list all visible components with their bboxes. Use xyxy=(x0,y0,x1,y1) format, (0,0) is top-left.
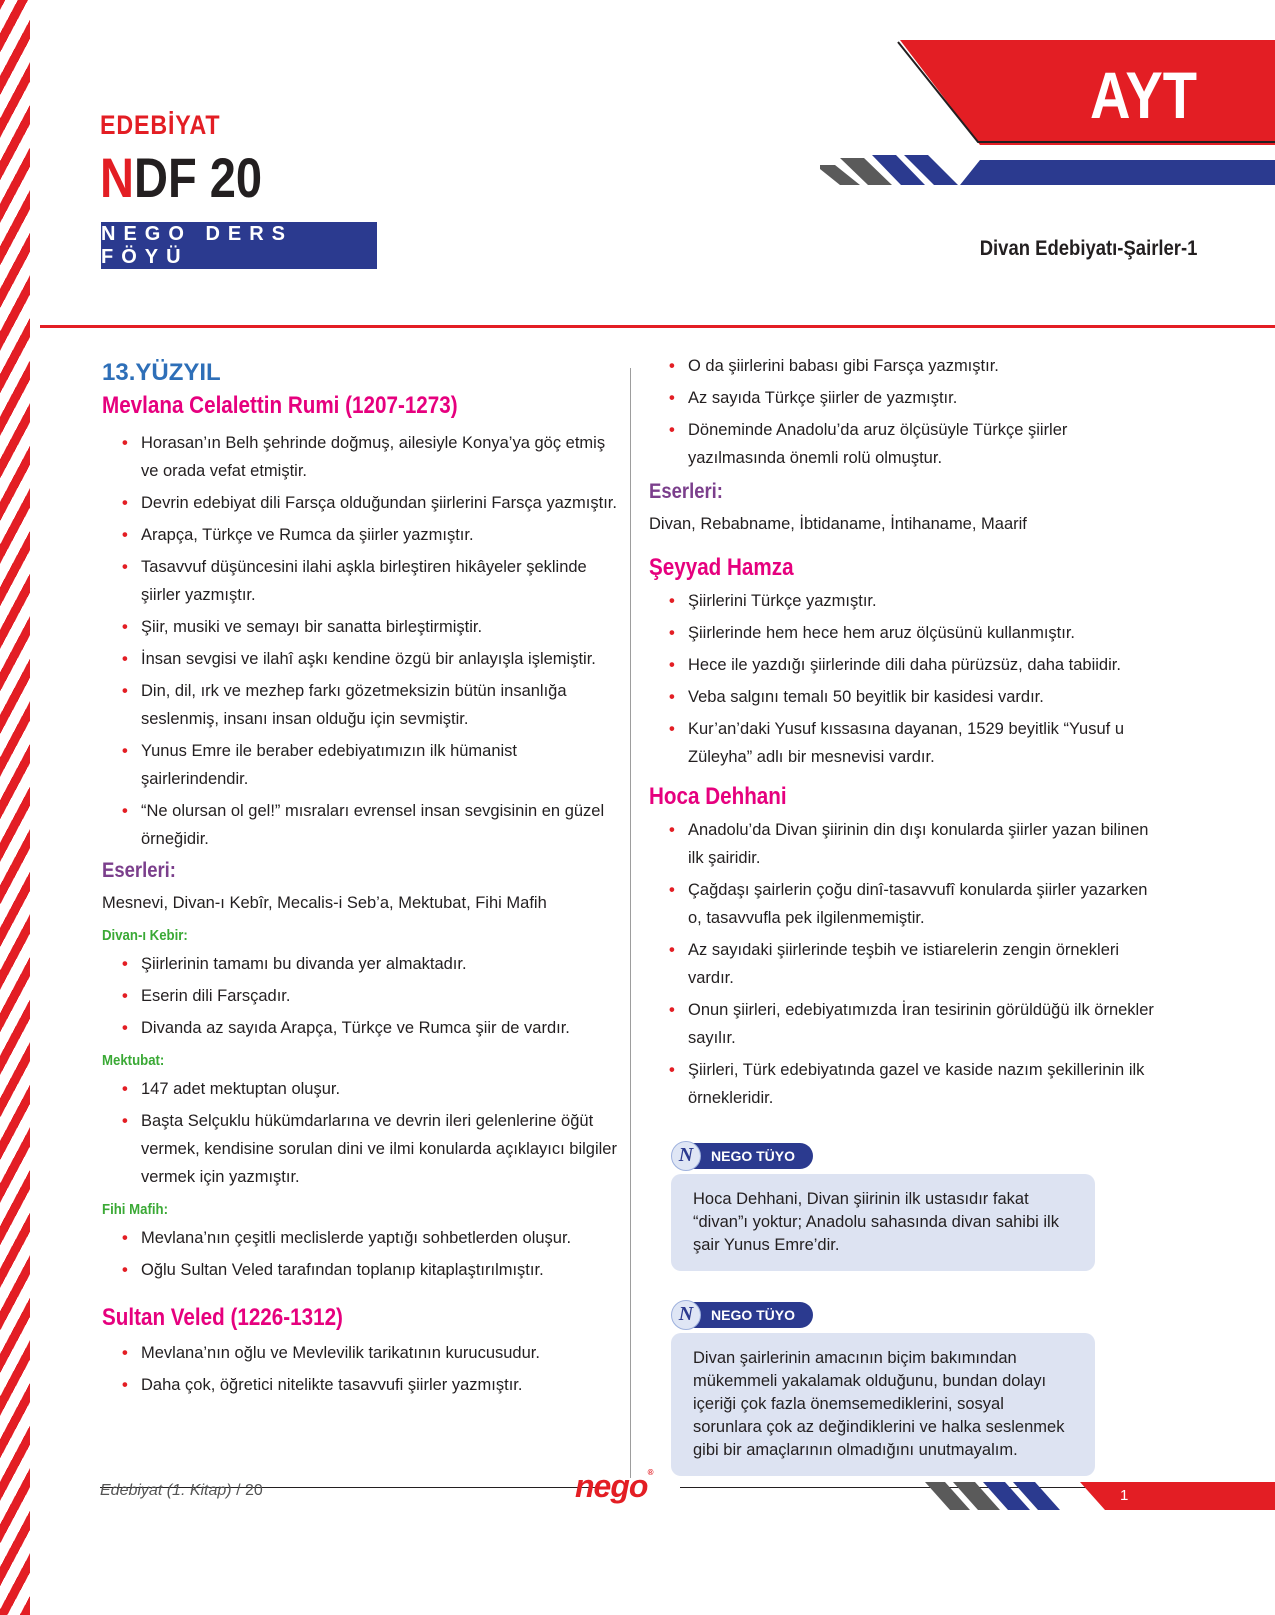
bullet-marker: • xyxy=(122,434,128,453)
nego-logo xyxy=(575,1468,652,1505)
sultan-veled-bullet-list xyxy=(102,1339,617,1399)
seyyad-hamza-bullet-list xyxy=(649,587,1159,771)
list-item xyxy=(649,996,1159,1052)
column-divider xyxy=(630,368,631,1478)
list-item-text: Yunus Emre ile beraber edebiyatımızın ilk hümanist şairlerindendir. xyxy=(141,742,518,789)
sultan-veled-heading: Sultan Veled (1226-1312) xyxy=(102,1304,343,1332)
list-item-text: Din, dil, ırk ve mezhep farkı gözetmeksizin bütün insanlığa seslenmiş, insanı insan olduğu için sevmiştir. xyxy=(141,682,567,729)
list-item-text: Hece ile yazdığı şiirlerinde dili daha pürüzsüz, daha tabiidir. xyxy=(688,655,1121,674)
bullet-marker: • xyxy=(122,1229,128,1248)
hoca-dehhani-heading: Hoca Dehhani xyxy=(649,782,787,810)
page-number: 1 xyxy=(1120,1487,1129,1504)
series-title-box xyxy=(101,222,377,269)
mektubat-heading: Mektubat: xyxy=(102,1052,165,1070)
mektubat-bullet-list xyxy=(102,1075,617,1191)
bullet-marker: • xyxy=(122,558,128,577)
bullet-marker: • xyxy=(122,742,128,761)
list-item xyxy=(102,429,617,485)
nego-logo-icon: N xyxy=(671,1300,701,1330)
footer-book-info xyxy=(100,1482,263,1500)
list-item xyxy=(102,1107,617,1191)
left-column xyxy=(102,360,617,1403)
fihi-mafih-heading: Fihi Mafih: xyxy=(102,1201,168,1219)
list-item-text: Döneminde Anadolu’da aruz ölçüsüyle Türkçe şiirler yazılmasında önemli rolü olmuştur. xyxy=(688,421,1068,467)
bullet-marker: • xyxy=(122,1375,128,1394)
list-item-text: Tasavvuf düşüncesini ilahi aşkla birleştiren hikâyeler şeklinde şiirler yazmıştır. xyxy=(141,558,587,605)
rumi-works-heading: Eserleri: xyxy=(102,859,176,883)
bullet-marker: • xyxy=(669,940,675,959)
list-item xyxy=(649,416,1159,472)
list-item xyxy=(649,1056,1159,1112)
bullet-marker: • xyxy=(122,618,128,637)
tip-text: Hoca Dehhani, Divan şiirinin ilk ustasıdır fakat “divan”ı yoktur; Anadolu sahasında divan sahibi ilk şair Yunus Emre’dir. xyxy=(671,1174,1095,1271)
footer-book-title: Edebiyat (1. Kitap) xyxy=(100,1482,232,1499)
list-item xyxy=(102,1224,617,1252)
tip-text: Divan şairlerinin amacının biçim bakımından mükemmeli yakalamak olduğunu, bundan dolayı içeriği çok fazla önemsemediklerini, sosyal sorunlara çok az değindiklerini ve halka seslenmek gibi bir amaçlarının olmadığını unutmayalım. xyxy=(671,1333,1095,1476)
bullet-marker: • xyxy=(669,1060,675,1079)
list-item xyxy=(102,1014,617,1042)
list-item-text: Şiir, musiki ve semayı bir sanatta birleştirmiştir. xyxy=(141,618,483,637)
list-item-text: Mevlana’nın çeşitli meclislerde yaptığı sohbetlerden oluşur. xyxy=(141,1229,572,1248)
list-item xyxy=(649,587,1159,615)
rumi-works-list: Mesnevi, Divan-ı Kebîr, Mecalis-i Seb’a, Mektubat, Fihi Mafih xyxy=(102,894,547,913)
sultan-veled-continued-list xyxy=(649,352,1159,472)
ayt-badge-graphic xyxy=(820,40,1275,190)
tip-card xyxy=(671,1301,1159,1476)
seyyad-hamza-heading: Şeyyad Hamza xyxy=(649,554,794,581)
worksheet-number xyxy=(100,146,263,209)
list-item xyxy=(649,876,1159,932)
rumi-heading: Mevlana Celalettin Rumi (1207-1273) xyxy=(102,392,458,420)
worksheet-number-rest: DF 20 xyxy=(133,146,263,209)
list-item xyxy=(649,715,1159,771)
list-item xyxy=(102,737,617,793)
right-column xyxy=(649,357,1159,1476)
footer-stripe-graphic xyxy=(925,1482,1275,1512)
list-item xyxy=(102,489,617,517)
list-item-text: Az sayıda Türkçe şiirler de yazmıştır. xyxy=(688,389,958,407)
bullet-marker: • xyxy=(122,955,128,974)
list-item-text: Şiirlerini Türkçe yazmıştır. xyxy=(688,591,877,610)
list-item-text: Az sayıdaki şiirlerinde teşbih ve istiarelerin zengin örnekleri vardır. xyxy=(688,940,1120,987)
bullet-marker: • xyxy=(122,1261,128,1280)
list-item-text: “Ne olursan ol gel!” mısraları evrensel insan sevgisinin en güzel örneğidir. xyxy=(141,802,605,849)
tip-label: NEGO TÜYO xyxy=(693,1302,813,1328)
footer-separator: / xyxy=(231,1482,245,1499)
tip-card xyxy=(671,1142,1159,1271)
list-item-text: Eserin dili Farsçadır. xyxy=(141,987,291,1006)
list-item-text: Çağdaşı şairlerin çoğu dinî-tasavvufî konularda şiirler yazarken o, tasavvufla pek ilgilenmemiştir. xyxy=(688,880,1148,927)
bullet-marker: • xyxy=(669,655,675,674)
list-item xyxy=(649,619,1159,647)
list-item-text: Şiirleri, Türk edebiyatında gazel ve kaside nazım şekillerinin ilk örnekleridir. xyxy=(688,1060,1145,1107)
list-item xyxy=(102,521,617,549)
bullet-marker: • xyxy=(122,650,128,669)
bullet-marker: • xyxy=(122,987,128,1006)
divan-kebir-heading: Divan-ı Kebir: xyxy=(102,927,188,945)
list-item xyxy=(102,1339,617,1367)
list-item-text: Veba salgını temalı 50 beyitlik bir kasidesi vardır. xyxy=(688,687,1044,706)
bullet-marker: • xyxy=(122,1080,128,1099)
sultan-veled-works-heading: Eserleri: xyxy=(649,480,723,503)
list-item-text: Şiirlerinin tamamı bu divanda yer almaktadır. xyxy=(141,955,467,974)
rumi-bullet-list xyxy=(102,429,617,853)
divan-kebir-bullet-list xyxy=(102,950,617,1042)
list-item xyxy=(102,1075,617,1103)
tip-header xyxy=(671,1301,1159,1329)
bullet-marker: • xyxy=(669,880,675,899)
list-item-text: Kur’an’daki Yusuf kıssasına dayanan, 1529 beyitlik “Yusuf u Züleyha” adlı bir mesnevisi vardır. xyxy=(688,719,1125,766)
list-item-text: Devrin edebiyat dili Farsça olduğundan şiirlerini Farsça yazmıştır. xyxy=(141,494,617,513)
bullet-marker: • xyxy=(122,1343,128,1362)
list-item-text: Oğlu Sultan Veled tarafından toplanıp kitaplaştırılmıştır. xyxy=(141,1261,544,1280)
list-item-text: Divanda az sayıda Arapça, Türkçe ve Rumca şiir de vardır. xyxy=(141,1019,570,1038)
bullet-marker: • xyxy=(122,526,128,545)
sultan-veled-works-list: Divan, Rebabname, İbtidaname, İntihaname, Maarif xyxy=(649,515,1027,533)
fihi-mafih-bullet-list xyxy=(102,1224,617,1284)
list-item-text: Daha çok, öğretici nitelikte tasavvufi şiirler yazmıştır. xyxy=(141,1375,523,1394)
list-item-text: Horasan’ın Belh şehrinde doğmuş, ailesiyle Konya’ya göç etmiş ve orada vefat etmiştir. xyxy=(141,434,606,481)
bullet-marker: • xyxy=(669,389,675,407)
list-item xyxy=(102,1371,617,1399)
list-item xyxy=(102,677,617,733)
list-item-text: Mevlana’nın oğlu ve Mevlevilik tarikatının kurucusudur. xyxy=(141,1343,540,1362)
list-item xyxy=(102,613,617,641)
list-item xyxy=(649,651,1159,679)
bullet-marker: • xyxy=(669,820,675,839)
list-item-text: Anadolu’da Divan şiirinin din dışı konularda şiirler yazan bilinen ilk şairidir. xyxy=(688,820,1149,867)
worksheet-number-initial: N xyxy=(100,146,134,209)
list-item-text: İnsan sevgisi ve ilahî aşkı kendine özgü bir anlayışla işlemiştir. xyxy=(141,650,596,669)
header-divider xyxy=(40,325,1275,328)
topic-title: Divan Edebiyatı-Şairler-1 xyxy=(979,237,1197,260)
list-item xyxy=(102,553,617,609)
footer-book-page: 20 xyxy=(244,1482,263,1499)
list-item xyxy=(649,936,1159,992)
list-item xyxy=(102,982,617,1010)
list-item-text: Onun şiirleri, edebiyatımızda İran tesirinin görüldüğü ilk örnekler sayılır. xyxy=(688,1000,1154,1047)
list-item xyxy=(649,816,1159,872)
list-item-text: 147 adet mektuptan oluşur. xyxy=(141,1080,341,1099)
tip-header xyxy=(671,1142,1159,1170)
bullet-marker: • xyxy=(669,719,675,738)
list-item xyxy=(649,384,1159,412)
tip-label: NEGO TÜYO xyxy=(693,1143,813,1169)
list-item xyxy=(649,683,1159,711)
bullet-marker: • xyxy=(122,494,128,513)
list-item xyxy=(102,1256,617,1284)
subject-title: EDEBİYAT xyxy=(100,110,221,140)
bullet-marker: • xyxy=(122,682,128,701)
series-title: NEGO DERS FÖYÜ xyxy=(101,222,294,268)
bullet-marker: • xyxy=(122,1019,128,1038)
list-item-text: Şiirlerinde hem hece hem aruz ölçüsünü kullanmıştır. xyxy=(688,623,1076,642)
list-item xyxy=(102,950,617,978)
bullet-marker: • xyxy=(669,421,675,439)
list-item-text: Arapça, Türkçe ve Rumca da şiirler yazmıştır. xyxy=(141,526,474,545)
bullet-marker: • xyxy=(669,357,675,375)
list-item-text: Başta Selçuklu hükümdarlarına ve devrin ileri gelenlerine öğüt vermek, kendisine sorulan dini ve ilmi konularda açıklayıcı bilgiler vermek için yazmıştır. xyxy=(141,1112,617,1187)
hoca-dehhani-bullet-list xyxy=(649,816,1159,1112)
list-item xyxy=(102,797,617,853)
bullet-marker: • xyxy=(122,802,128,821)
bullet-marker: • xyxy=(122,1112,128,1131)
list-item xyxy=(102,645,617,673)
bullet-marker: • xyxy=(669,623,675,642)
nego-logo-icon: N xyxy=(671,1141,701,1171)
bullet-marker: • xyxy=(669,687,675,706)
nego-logo-mark: ® xyxy=(647,1468,653,1477)
century-heading: 13.YÜZYIL xyxy=(102,359,221,386)
list-item xyxy=(649,352,1159,380)
bullet-marker: • xyxy=(669,1000,675,1019)
decorative-striped-edge xyxy=(0,0,30,1615)
nego-logo-text: nego xyxy=(575,1468,648,1504)
bullet-marker: • xyxy=(669,591,675,610)
exam-badge: AYT xyxy=(1090,58,1198,132)
list-item-text: O da şiirlerini babası gibi Farsça yazmıştır. xyxy=(688,357,999,375)
